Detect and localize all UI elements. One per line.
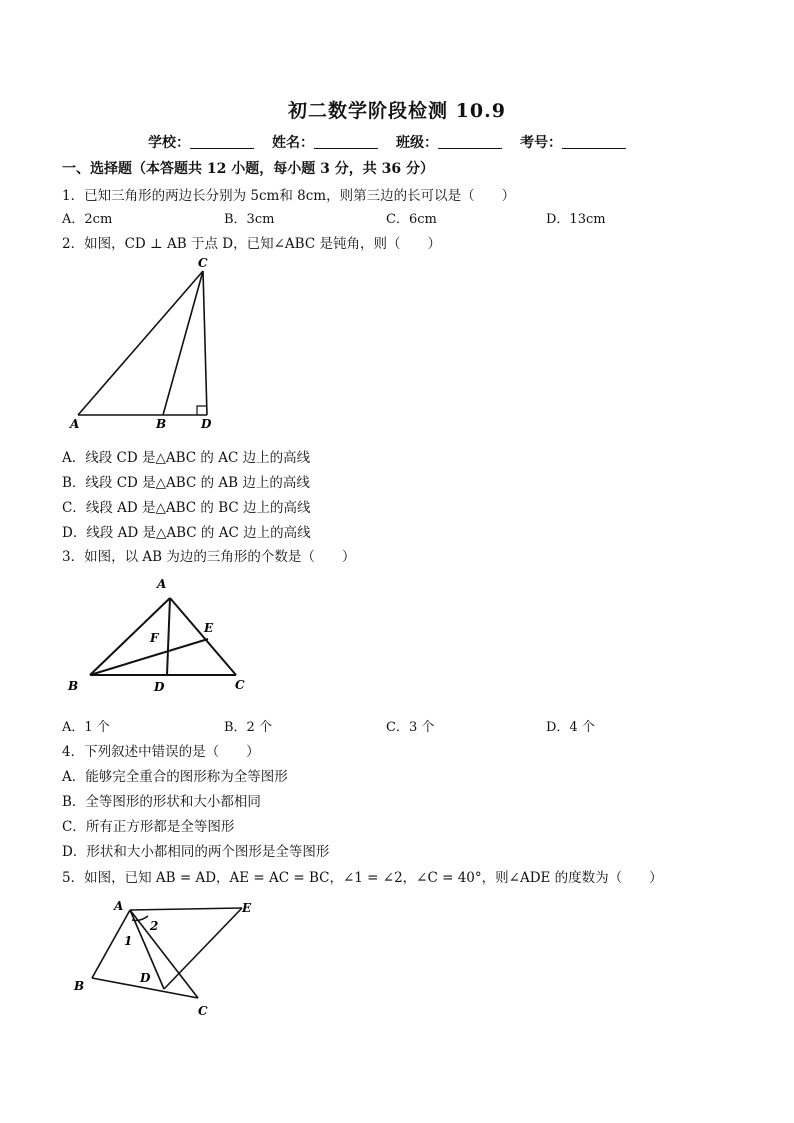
name-blank[interactable] — [314, 134, 378, 149]
q5-label-c: C — [198, 1004, 208, 1018]
school-field[interactable] — [148, 132, 254, 152]
q4-option-a[interactable]: A．能够完全重合的图形称为全等图形 — [62, 769, 288, 785]
q2-label-b: B — [156, 417, 167, 431]
q5-label-e: E — [242, 901, 252, 915]
q2-stem: 2．如图，CD ⊥ AB 于点 D，已知∠ABC 是钝角，则（ ） — [62, 236, 441, 252]
q3-option-b[interactable]: B．2 个 — [224, 720, 272, 735]
q4-option-b[interactable]: B．全等图形的形状和大小都相同 — [62, 794, 261, 810]
q1-option-c[interactable]: C．6cm — [386, 212, 437, 227]
q3-label-f: F — [150, 631, 159, 645]
q5-label-angle2: 2 — [150, 919, 159, 933]
class-label: 班级： — [396, 135, 438, 151]
class-field[interactable] — [396, 132, 502, 152]
q3-label-e: E — [204, 621, 214, 635]
q5-label-angle1: 1 — [124, 934, 133, 948]
school-label: 学校： — [148, 135, 190, 151]
q1-option-a[interactable]: A．2cm — [62, 212, 113, 227]
name-label: 姓名： — [272, 135, 314, 151]
q2-option-c[interactable]: C．线段 AD 是△ABC 的 BC 边上的高线 — [62, 500, 311, 516]
right-angle-mark — [197, 406, 206, 415]
class-blank[interactable] — [438, 134, 502, 149]
q4-option-d[interactable]: D．形状和大小都相同的两个图形是全等图形 — [62, 844, 330, 860]
q4-option-c[interactable]: C．所有正方形都是全等图形 — [62, 819, 235, 835]
q5-label-d: D — [140, 971, 151, 985]
q2-option-b[interactable]: B．线段 CD 是△ABC 的 AB 边上的高线 — [62, 475, 310, 491]
q2-label-a: A — [70, 417, 80, 431]
page-title: 初二数学阶段检测 10.9 — [288, 100, 506, 122]
q5-figure — [70, 892, 270, 1027]
name-field[interactable] — [272, 132, 378, 152]
number-field[interactable] — [520, 132, 626, 152]
q4-stem: 4．下列叙述中错误的是（ ） — [62, 744, 260, 760]
segment-de — [164, 908, 242, 989]
q1-option-d[interactable]: D．13cm — [546, 212, 606, 227]
q1-stem: 1．已知三角形的两边长分别为 5cm和 8cm，则第三边的长可以是（ ） — [62, 188, 516, 204]
segment-cd — [203, 271, 207, 415]
number-label: 考号： — [520, 135, 562, 151]
q3-figure — [62, 572, 262, 697]
school-blank[interactable] — [190, 134, 254, 149]
section-heading: 一、选择题（本答题共 12 小题，每小题 3 分，共 36 分） — [62, 161, 434, 177]
segment-ad — [167, 598, 170, 675]
segment-ac — [78, 271, 203, 415]
q2-label-d: D — [201, 417, 212, 431]
q5-label-a: A — [114, 899, 124, 913]
q5-label-b: B — [74, 979, 85, 993]
segment-ae — [130, 908, 242, 910]
q2-figure — [60, 255, 230, 435]
q3-label-d: D — [154, 680, 165, 694]
q5-stem: 5．如图，已知 AB = AD，AE = AC = BC，∠1 = ∠2，∠C = 40°，则∠ADE 的度数为（ ） — [62, 870, 663, 886]
student-info-row — [148, 132, 626, 152]
number-blank[interactable] — [562, 134, 626, 149]
q3-option-a[interactable]: A．1 个 — [62, 720, 110, 735]
q3-option-d[interactable]: D．4 个 — [546, 720, 595, 735]
q3-label-a: A — [157, 577, 167, 591]
q3-label-b: B — [68, 679, 79, 693]
segment-ac — [170, 598, 236, 675]
q2-option-a[interactable]: A．线段 CD 是△ABC 的 AC 边上的高线 — [62, 450, 311, 466]
q2-label-c: C — [198, 256, 208, 270]
q3-stem: 3．如图，以 AB 为边的三角形的个数是（ ） — [62, 549, 356, 565]
q3-option-c[interactable]: C．3 个 — [386, 720, 435, 735]
q2-option-d[interactable]: D．线段 AD 是△ABC 的 AC 边上的高线 — [62, 525, 311, 541]
q3-label-c: C — [235, 678, 245, 692]
q1-option-b[interactable]: B．3cm — [224, 212, 275, 227]
segment-bc — [163, 271, 203, 415]
